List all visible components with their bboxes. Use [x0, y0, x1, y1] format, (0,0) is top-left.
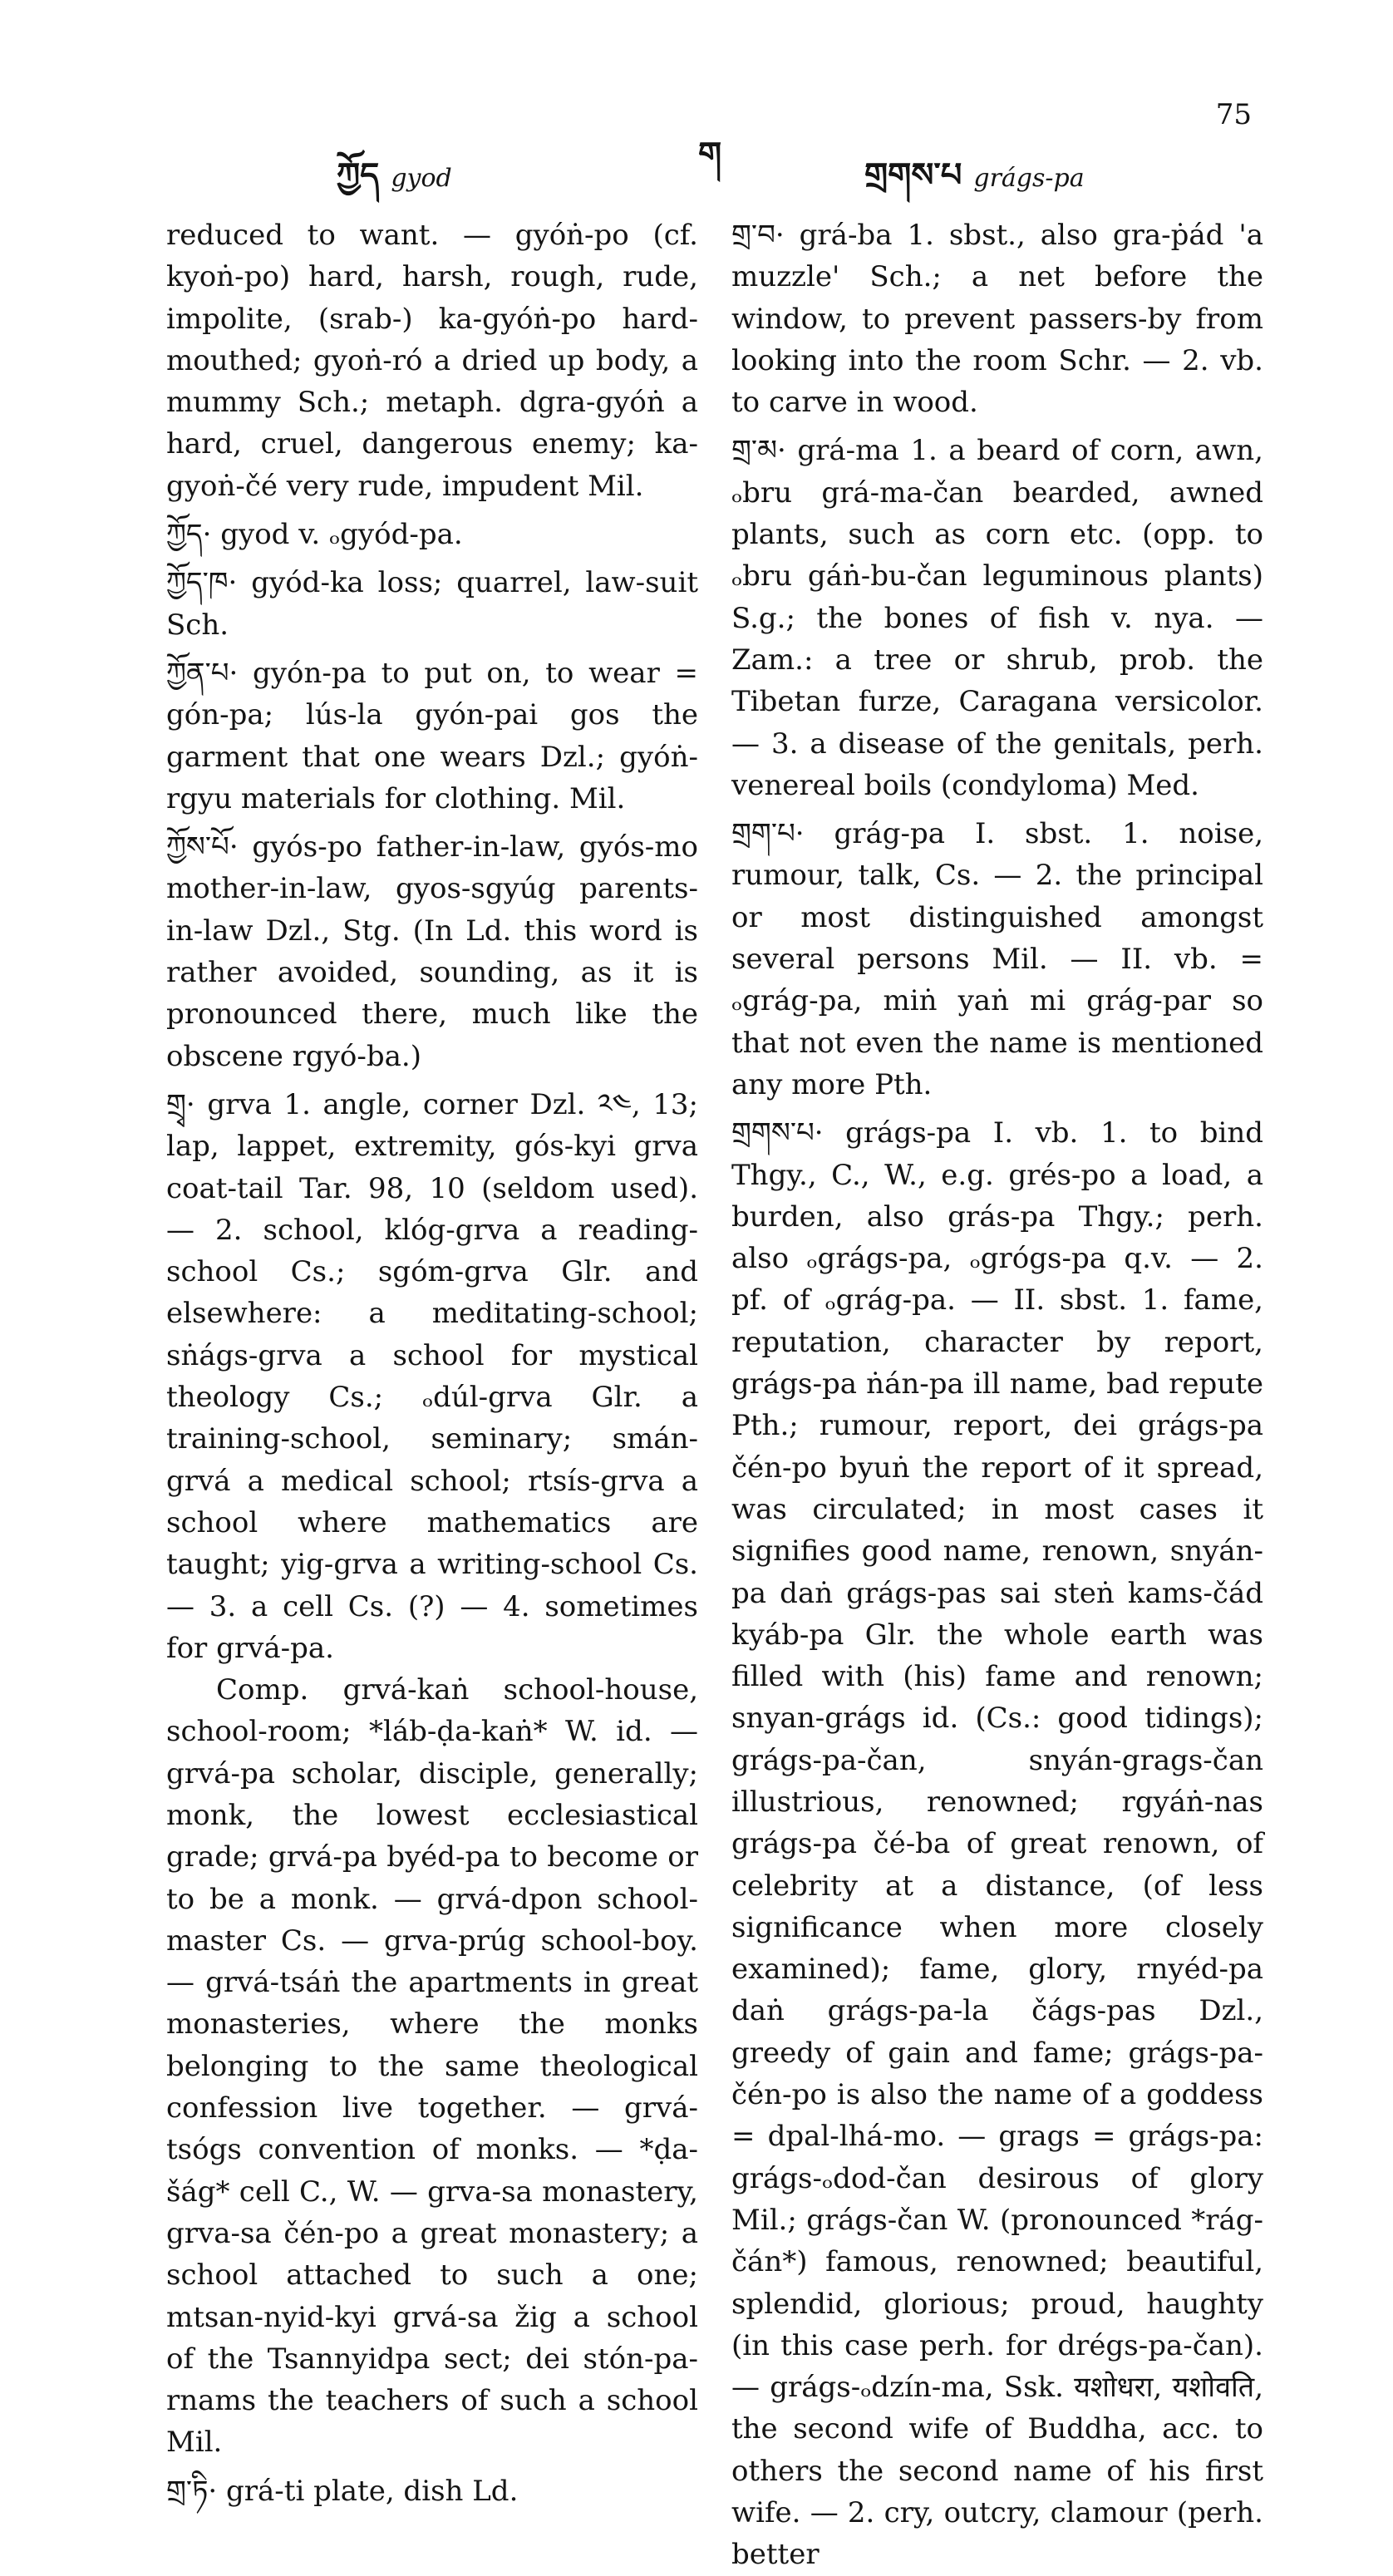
right-column: [731, 214, 1263, 2576]
entry-paragraph: ཀྱོད· gyod v. ₒgyód-pa.: [166, 518, 463, 552]
header-center: [698, 116, 733, 210]
entry-paragraph: གྲ་བ· grá-ba 1. sbst., also gra-ṗád 'a muzzle' Sch.; a net before the window, to prevent passers-by from looking into the room Schr. — 2. vb. to carve in wood.: [731, 219, 1263, 420]
header-center-tibetan: ག: [698, 135, 722, 174]
entry-paragraph: ཀྱོན་པ· gyón-pa to put on, to wear = gón-pa; lús-la gyón-pai gos the garment that one wears Dzl.; gyóṅ-rgyu materials for clothing. Mil.: [166, 656, 698, 815]
entry-paragraph: ཀྱོས་པོ· gyós-po father-in-law, gyós-mo mother-in-law, gyos-sgyúg parents-in-law Dzl., Stg. (In Ld. this word is rather avoided, sounding, as it is pronounced there, much like the obscene rgyó-ba.): [166, 830, 698, 1073]
entry-paragraph: གྲྭ· grva 1. angle, corner Dzl. ༢༤, 13; lap, lappet, extremity, gós-kyi grva coat-tail Tar. 98, 10 (seldom used). — 2. school, klóg-grva a reading-school Cs.; sgóm-grva Glr. and elsewhere: a meditating-school; sṅágs-grva a school for mystical theology Cs.; ₒdúl-grva Glr. a training-school, seminary; smán-grvá a medical school; rtsís-grva a school where mathematics are taught; yig-grva a writing-school Cs. — 3. a cell Cs. (?) — 4. sometimes for grvá-pa.: [166, 1087, 698, 1665]
page-number: 75: [1215, 98, 1252, 131]
entry-paragraph: reduced to want. — gyóṅ-po (cf. kyoṅ-po) hard, harsh, rough, rude, impolite, (srab-) ka-gyóṅ-po hard-mouthed; gyoṅ-ró a dried up body, a mummy Sch.; metaph. dgra-gyóṅ a hard, cruel, dangerous enemy; ka-gyoṅ-čé very rude, impudent Mil.: [166, 219, 698, 503]
entry-paragraph: གྲག་པ· grág-pa I. sbst. 1. noise, rumour, talk, Cs. — 2. the principal or most distinguished amongst several persons Mil. — II. vb. = ₒgrág-pa, miṅ yaṅ mi grág-par so that not even the name is mentioned any more Pth.: [731, 817, 1263, 1101]
entry-paragraph: Comp. grvá-kaṅ school-house, school-room; *láb-ḍa-kaṅ* W. id. — grvá-pa scholar, disciple, generally; monk, the lowest ecclesiastical grade; grvá-pa byéd-pa to become or to be a monk. — grvá-dpon school-master Cs. — grva-prúg school-boy. — grvá-tsáṅ the apartments in great monasteries, where the monks belonging to the same theological confession live together. — grvá-tsógs convention of monks. — *ḍa-šág* cell C., W. — grva-sa monastery, grva-sa čén-po a great monastery; a school attached to such a one; mtsan-nyid-kyi grvá-sa žig a school of the Tsannyidpa sect; dei stón-pa-rnams the teachers of such a school Mil.: [166, 1673, 698, 2460]
entry-paragraph: གྲ་ཏི· grá-ti plate, dish Ld.: [166, 2474, 519, 2508]
entry-paragraph: གྲགས་པ· grágs-pa I. vb. 1. to bind Thgy., C., W., e.g. grés-po a load, a burden, also grás-pa Thgy.; perh. also ₒgrágs-pa, ₒgrógs-pa q.v. — 2. pf. of ₒgrág-pa. — II. sbst. 1. fame, reputation, character by report, grágs-pa ṅán-pa ill name, bad repute Pth.; rumour, report, dei grágs-pa čén-po byuṅ the report of it spread, was circulated; in most cases it signifies good name, renown, snyán-pa daṅ grágs-pas sai steṅ kams-čád kyáb-pa Glr. the whole earth was filled with (his) fame and renown; snyan-grágs id. (Cs.: good tidings); grágs-pa-čan, snyán-grags-čan illustrious, renowned; rgyáṅ-nas grágs-pa čé-ba of great renown, of celebrity at a distance, (of less significance when more closely examined); fame, glory, rnyéd-pa daṅ grágs-pa-la čágs-pas Dzl., greedy of gain and fame; grágs-pa-čén-po is also the name of a goddess = dpal-lhá-mo. — grags = grágs-pa: grágs-ₒdod-čan desirous of glory Mil.; grágs-čan W. (pronounced *rág-čán*) famous, renowned; beautiful, splendid, glorious; proud, haughty (in this case perh. for drégs-pa-čan). — grágs-ₒdzín-ma, Ssk. यशोधरा, यशोवति, the second wife of Buddha, acc. to others the second name of his first wife. — 2. cry, outcry, clamour (perh. better: [731, 1116, 1263, 2572]
header-left-word: gyod: [391, 164, 452, 193]
entry-paragraph: གྲ་མ· grá-ma 1. a beard of corn, awn, ₒbru grá-ma-čan bearded, awned plants, such as corn etc. (opp. to ₒbru gáṅ-bu-čan leguminous plants) S.g.; the bones of fish v. nya. — Zam.: a tree or shrub, prob. the Tibetan furze, Caragana versicolor. — 3. a disease of the genitals, perh. venereal boils (condyloma) Med.: [731, 434, 1263, 802]
header-right-word: grágs-pa: [973, 164, 1085, 193]
left-column: [166, 214, 698, 2512]
header-left-tibetan: ཀྱོད: [337, 156, 380, 195]
entry-paragraph: ཀྱོད་ཁ· gyód-ka loss; quarrel, law-suit Sch.: [166, 566, 698, 642]
header-right-tibetan: གྲགས་པ: [864, 156, 962, 195]
